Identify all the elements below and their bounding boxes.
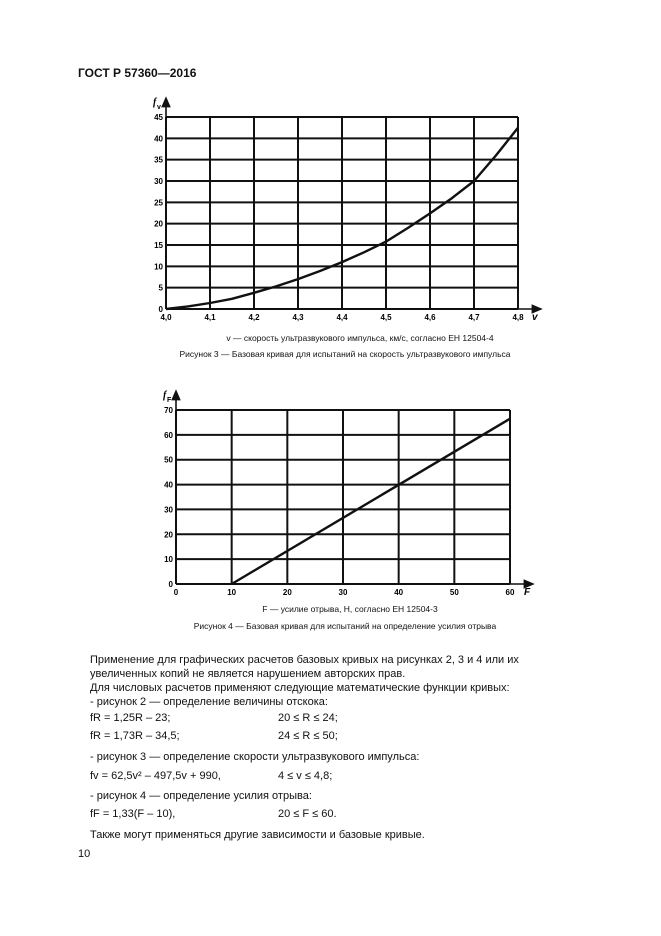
range-f4: 20 ≤ F ≤ 60.	[278, 808, 337, 820]
y-tick-label: 15	[154, 241, 163, 250]
paragraph-formulas-intro: Для числовых расчетов применяют следующие математические функции кривых:	[90, 682, 510, 694]
figure3-axis-note: v — скорость ультразвукового импульса, км/с, согласно ЕН 12504-4	[226, 333, 494, 343]
y-tick-label: 35	[154, 155, 163, 165]
y-tick-label: 30	[164, 505, 173, 515]
formula-f2b: fR = 1,73R – 34,5;	[90, 730, 180, 742]
formula-f2a: fR = 1,25R – 23;	[90, 712, 171, 724]
document-header: ГОСТ Р 57360—2016	[78, 66, 197, 80]
formula-f4: fF = 1,33(F – 10),	[90, 808, 176, 820]
formula-f3: fv = 62,5v² – 497,5v + 990,	[90, 770, 221, 782]
y-tick-label: 45	[154, 113, 163, 122]
y-axis-label: f	[153, 97, 157, 108]
x-tick-label: 4,2	[248, 313, 260, 322]
data-curve-fF	[232, 419, 510, 584]
x-tick-label: 4,3	[292, 313, 304, 322]
y-tick-label: 0	[168, 580, 173, 589]
y-axis-label: f	[163, 390, 167, 401]
x-tick-label: 4,5	[380, 313, 392, 322]
x-tick-label: 40	[394, 588, 404, 597]
y-tick-label: 25	[154, 198, 163, 208]
figure4-axis-note: F — усилие отрыва, Н, согласно ЕН 12504-3	[262, 604, 438, 614]
figure4-functions-title: - рисунок 4 — определение усилия отрыва:	[90, 790, 312, 802]
y-tick-label: 40	[164, 480, 173, 490]
x-tick-label: 4,7	[468, 313, 480, 322]
paragraph-copyright: Применение для графических расчетов базовых кривых на рисунках 2, 3 и 4 или их увеличенных копий не является нарушением авторских прав.	[90, 654, 519, 680]
x-tick-label: 50	[449, 588, 459, 597]
y-tick-label: 60	[164, 430, 173, 440]
figure2-functions-title: - рисунок 2 — определение величины отскока:	[90, 696, 328, 708]
x-tick-label: 4,8	[512, 313, 524, 322]
range-f3: 4 ≤ v ≤ 4,8;	[278, 770, 333, 782]
page-number: 10	[78, 848, 91, 860]
closing-paragraph: Также могут применяться другие зависимости и базовые кривые.	[90, 829, 425, 841]
y-tick-label: 30	[154, 177, 163, 186]
x-tick-label: 4,4	[336, 313, 348, 322]
x-tick-label: 30	[338, 588, 348, 597]
range-f2a: 20 ≤ R ≤ 24;	[278, 712, 338, 724]
x-axis-label: v	[532, 312, 538, 323]
range-f2b: 24 ≤ R ≤ 50;	[278, 730, 338, 742]
y-tick-label: 40	[154, 134, 163, 144]
y-tick-label: 5	[158, 283, 163, 293]
chart-ultrasonic-velocity	[0, 0, 661, 340]
x-tick-label: 60	[505, 588, 515, 597]
x-tick-label: 4,6	[424, 313, 436, 322]
y-tick-label: 50	[164, 455, 173, 465]
y-tick-label: 20	[154, 219, 163, 229]
y-tick-label: 70	[164, 406, 173, 415]
x-axis-label: F	[524, 587, 531, 598]
y-axis-subscript: F	[167, 397, 172, 404]
y-axis-subscript: v	[157, 104, 161, 111]
figure3-caption: Рисунок 3 — Базовая кривая для испытаний на скорость ультразвукового импульса	[179, 349, 511, 359]
figure4-caption: Рисунок 4 — Базовая кривая для испытаний на определение усилия отрыва	[193, 621, 497, 631]
y-tick-label: 10	[154, 262, 163, 272]
x-tick-label: 0	[173, 588, 179, 597]
y-tick-label: 20	[164, 530, 173, 540]
y-tick-label: 10	[164, 555, 173, 565]
x-tick-label: 4,1	[204, 313, 216, 322]
x-tick-label: 10	[227, 588, 237, 597]
x-tick-label: 20	[282, 588, 292, 597]
y-tick-label: 0	[158, 305, 163, 314]
figure3-functions-title: - рисунок 3 — определение скорости ультразвукового импульса:	[90, 751, 420, 763]
x-tick-label: 4,0	[160, 313, 172, 322]
